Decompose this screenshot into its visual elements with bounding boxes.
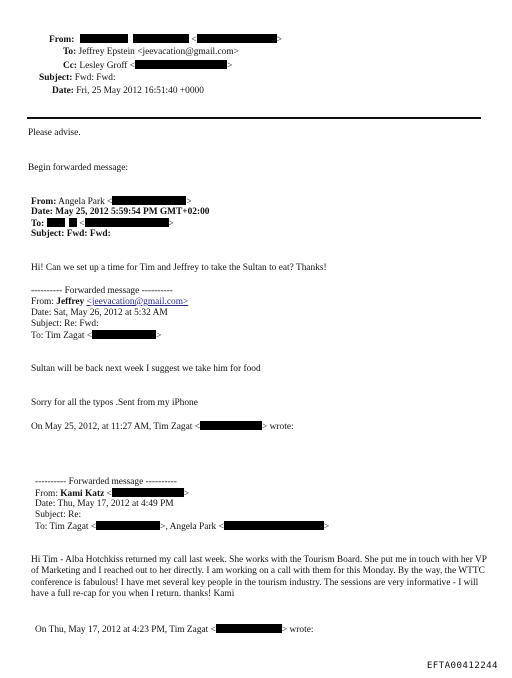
redaction-block [133, 34, 189, 43]
fwd2-wrote-line [31, 421, 294, 433]
fwd2-wrote-suffix: > wrote: [262, 422, 294, 432]
fwd1-date-value: May 25, 2012 5:59:54 PM GMT+02:00 [55, 207, 210, 217]
fwd2-to-gt: > [156, 331, 162, 341]
header-from-line [49, 34, 282, 46]
redaction-block [200, 421, 262, 430]
fwd3-date-line: Date: Thu, May 17, 2012 at 4:49 PM [35, 499, 174, 509]
fwd2-signature: Sorry for all the typos .Sent from my iPhone [31, 398, 198, 408]
fwd2-from-line [31, 297, 188, 308]
fwd3-separator: ---------- Forwarded message ---------- [35, 477, 177, 487]
header-subject-value: Fwd: Fwd: [74, 73, 116, 83]
fwd3-to-gt: > [323, 522, 330, 532]
header-subject-label: Subject: [39, 73, 73, 83]
fwd1-to-lt: < [79, 219, 85, 229]
redaction-block [112, 488, 184, 497]
redaction-block [85, 218, 169, 227]
fwd3-to-line [35, 521, 329, 533]
fwd3-from-lt: < [106, 489, 112, 499]
begin-forwarded-text: Begin forwarded message: [28, 163, 128, 173]
header-date-value: Fri, 25 May 2012 16:51:40 +0000 [76, 86, 204, 96]
header-subject-line [39, 73, 116, 84]
fwd2-subject-line: Subject: Re: Fwd: [31, 319, 99, 329]
fwd1-from-value: Angela Park < [58, 197, 113, 207]
header-from-label: From: [49, 35, 75, 45]
header-to-value: Jeffrey Epstein <jeevacation@gmail.com> [78, 47, 239, 57]
fwd3-from-label: From: [35, 489, 58, 499]
redaction-block [197, 34, 277, 43]
fwd3-wrote-prefix: On Thu, May 17, 2012 at 4:23 PM, Tim Zagat < [35, 625, 216, 635]
fwd1-to-label: To: [31, 219, 45, 229]
fwd3-wrote-suffix: > wrote: [281, 625, 314, 635]
header-cc-line [63, 60, 232, 72]
header-cc-value: Lesley Groff < [79, 61, 136, 71]
redaction-block [69, 218, 77, 227]
fwd1-subject-line [31, 229, 111, 240]
redaction-block [224, 521, 324, 530]
fwd1-from-gt: > [186, 197, 192, 207]
fwd2-wrote-prefix: On May 25, 2012, at 11:27 AM, Tim Zagat < [31, 422, 201, 432]
header-divider [27, 117, 481, 119]
redaction-block [47, 218, 65, 227]
fwd3-to-prefix: To: Tim Zagat < [35, 522, 97, 532]
header-to-label: To: [63, 47, 77, 57]
header-date-label: Date: [52, 86, 74, 96]
fwd2-date-line: Date: Sat, May 26, 2012 at 5:32 AM [31, 308, 168, 318]
fwd3-wrote-line [35, 624, 314, 636]
header-cc-label: Cc: [63, 61, 78, 71]
bates-number: EFTA00412244 [426, 660, 498, 671]
fwd2-separator: ---------- Forwarded message ---------- [31, 286, 173, 296]
header-to-line [63, 47, 239, 58]
redaction-block [216, 624, 282, 633]
header-from-gt: > [276, 35, 282, 45]
fwd2-to-text: To: Tim Zagat < [31, 331, 93, 341]
header-cc-gt: > [227, 61, 233, 71]
fwd3-to-middle: >, Angela Park < [160, 522, 224, 532]
fwd1-subject-value: Fwd: Fwd: [66, 229, 111, 239]
fwd3-subject-line: Subject: Re: [35, 510, 82, 520]
fwd3-from-name: Kami Katz [60, 489, 105, 499]
header-from-lt: < [191, 35, 197, 45]
fwd1-message: Hi! Can we set up a time for Tim and Jeffrey to take the Sultan to eat? Thanks! [31, 263, 327, 273]
fwd3-from-gt: > [183, 489, 190, 499]
please-advise-text: Please advise. [28, 128, 81, 138]
fwd2-from-name: Jeffrey [56, 297, 85, 307]
fwd1-from-label: From: [31, 197, 57, 207]
header-date-line [52, 86, 204, 97]
fwd2-from-label: From: [31, 297, 54, 307]
fwd2-to-line [31, 330, 161, 342]
fwd1-subject-label: Subject: [31, 229, 65, 239]
fwd3-message: Hi Tim - Alba Hotchkiss returned my call last week. She works with the Tourism Board. She put me in touch with her VP of Marketing and I reached out to her directly. I am working on a call with them for this Monday. By the way, the WTTC conference is fabulous! I have met several key people in the tourism industry. The sessions are very informative - I will have a full re-cap for you when I return. thanks! Kami [31, 555, 487, 599]
redaction-block [92, 330, 156, 339]
fwd1-date-label: Date: [31, 207, 53, 217]
redaction-block [112, 196, 186, 205]
redaction-block [96, 521, 160, 530]
redaction-block [80, 34, 128, 43]
redaction-block [135, 60, 227, 69]
fwd2-message: Sultan will be back next week I suggest we take him for food [31, 364, 261, 374]
fwd1-date-line [31, 207, 210, 218]
fwd1-to-gt: > [168, 219, 174, 229]
fwd2-from-email-link[interactable]: <jeevacation@gmail.com> [86, 297, 189, 307]
